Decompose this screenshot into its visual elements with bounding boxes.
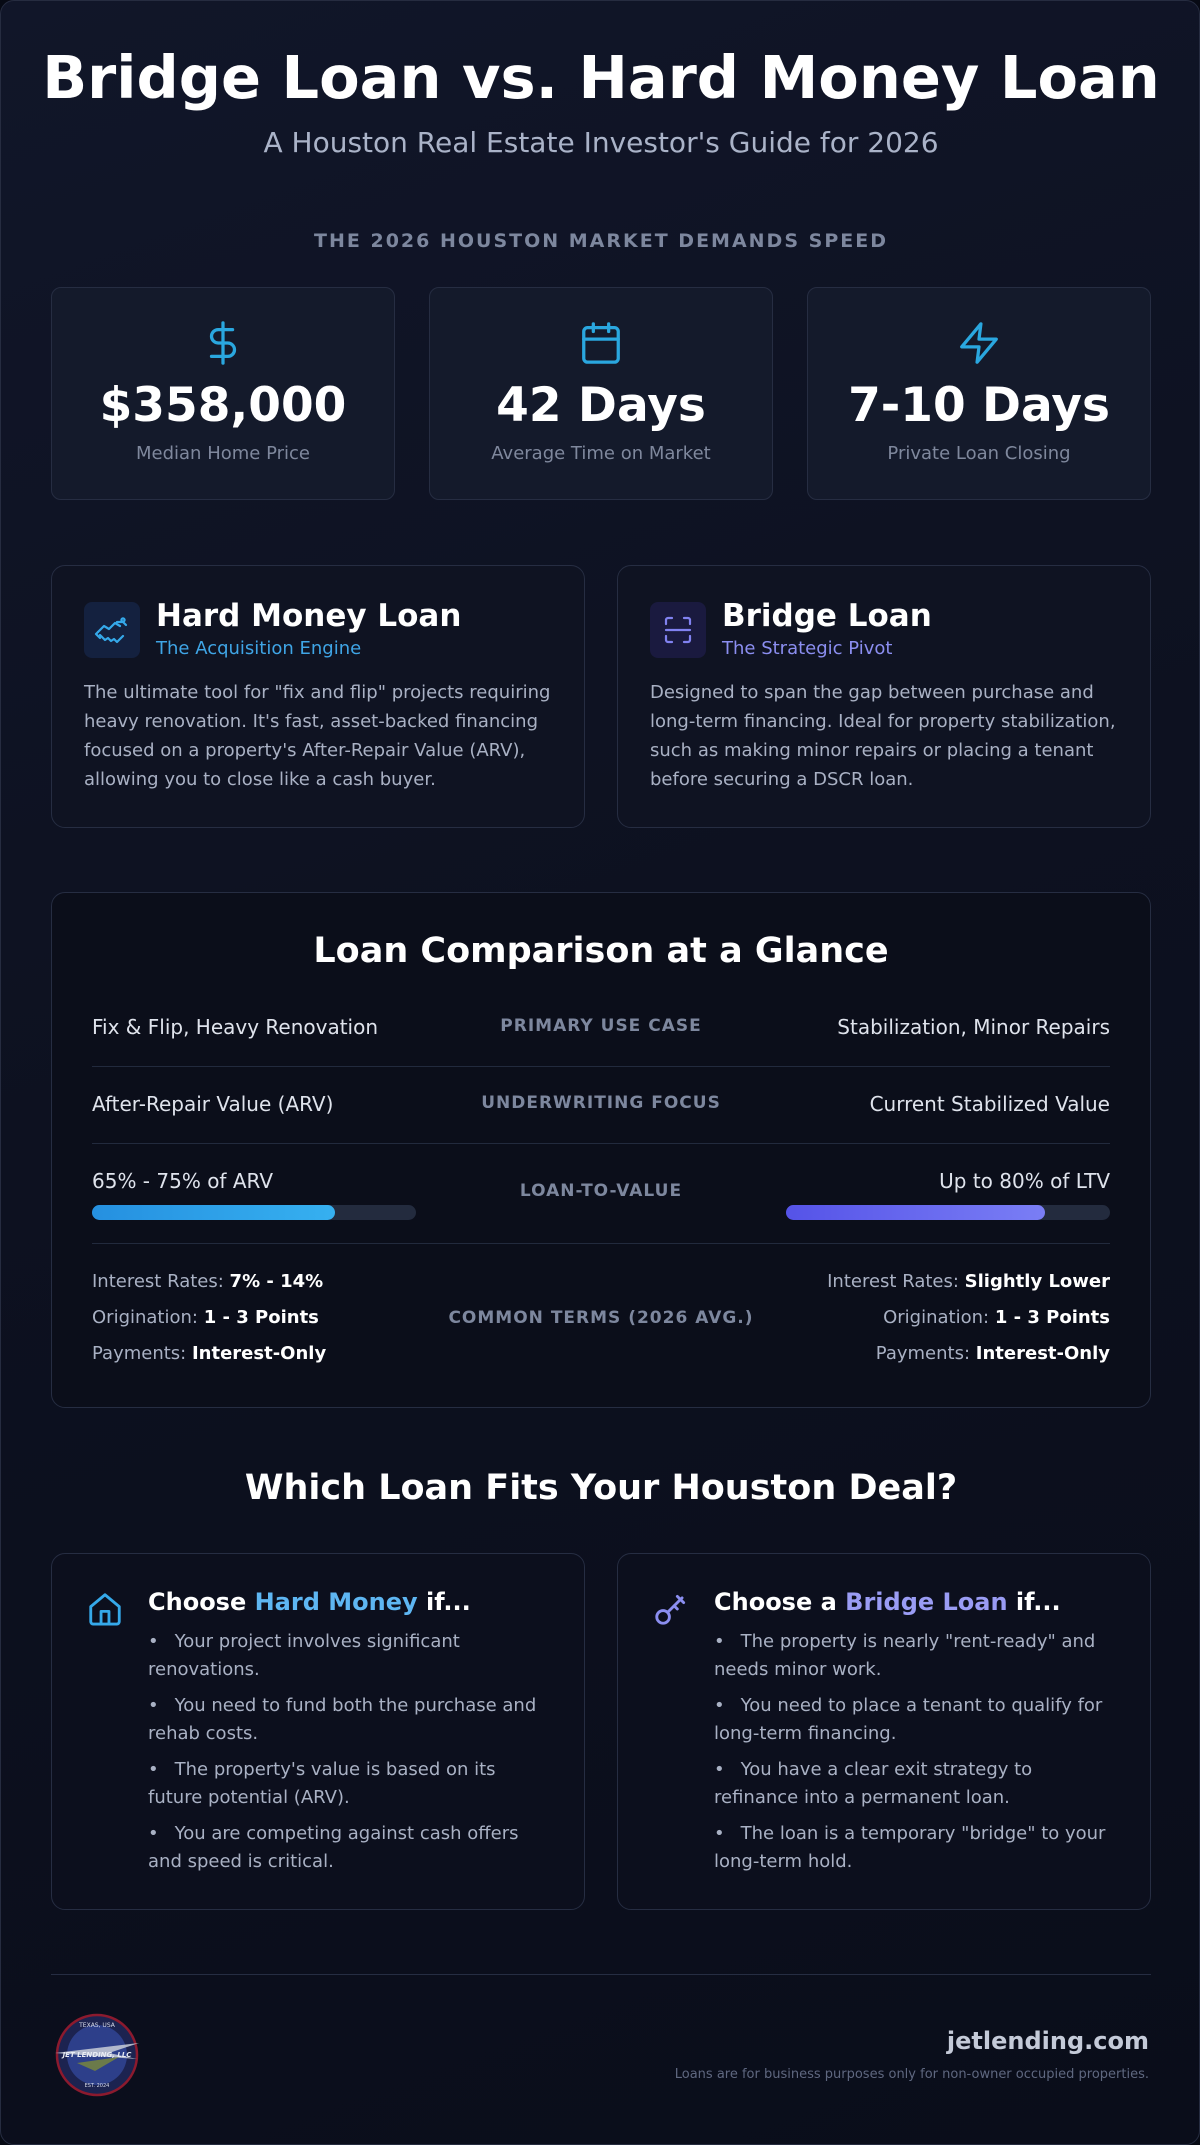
hard-money-criteria-list [148,1628,544,1884]
bridge-value: Stabilization, Minor Repairs [837,1015,1110,1039]
lightning-icon [956,320,1002,366]
stat-label: Average Time on Market [491,443,711,464]
stat-label: Private Loan Closing [887,443,1071,464]
row-label: UNDERWRITING FOCUS [481,1093,721,1113]
list-item: • The property is nearly "rent-ready" and needs minor work. [714,1628,1110,1684]
comparison-card [51,892,1151,1408]
bridge-term-payments: Payments: Interest-Only [875,1343,1110,1364]
choose-bridge-loan-card [617,1553,1151,1910]
stat-value: $358,000 [99,378,347,433]
list-item: • You have a clear exit strategy to refinance into a permanent loan. [714,1756,1110,1812]
svg-text:EST. 2024: EST. 2024 [84,2083,110,2089]
hard-money-value: Fix & Flip, Heavy Renovation [92,1015,379,1039]
stat-value: 42 Days [496,378,706,433]
market-kicker: THE 2026 HOUSTON MARKET DEMANDS SPEED [314,230,888,252]
hard-money-ltv-bar [92,1205,416,1220]
handshake-icon [84,602,140,658]
svg-text:JET LENDING, LLC: JET LENDING, LLC [62,2051,132,2059]
hard-money-term-payments: Payments: Interest-Only [92,1343,327,1364]
choose-hard-money-heading: Choose Hard Money if... [148,1588,471,1616]
bridge-term-rate: Interest Rates: Slightly Lower [827,1271,1110,1292]
stat-value: 7-10 Days [848,378,1110,433]
hard-money-card [51,565,585,828]
website-link[interactable]: jetlending.com [946,2027,1149,2055]
footer-divider [51,1974,1151,1975]
hard-money-description: The ultimate tool for "fix and flip" projects requiring heavy renovation. It's fast, asset-backed financing focused on a property's After-Repair Value (ARV), allowing you to close like a cash buyer. [84,682,551,790]
row-divider [92,1143,1110,1144]
company-logo [49,2013,145,2097]
list-item: • The property's value is based on its future potential (ARV). [148,1756,544,1812]
stat-card-loan-closing [807,287,1151,500]
stat-card-time-on-market [429,287,773,500]
bridge-value: Current Stabilized Value [869,1092,1110,1116]
hard-money-ltv-text: 65% - 75% of ARV [92,1169,273,1193]
row-label: COMMON TERMS (2026 AVG.) [448,1308,754,1328]
bridge-loan-card [617,565,1151,828]
list-item: • You are competing against cash offers and speed is critical. [148,1820,544,1876]
hard-money-term-origination: Origination: 1 - 3 Points [92,1307,319,1328]
hard-money-value: After-Repair Value (ARV) [92,1092,334,1116]
bridge-ltv-fill [786,1205,1045,1220]
key-icon [652,1590,690,1628]
hard-money-term-rate: Interest Rates: 7% - 14% [92,1271,324,1292]
row-label: LOAN-TO-VALUE [519,1181,683,1201]
scan-icon [650,602,706,658]
row-divider [92,1066,1110,1067]
list-item: • Your project involves significant renovations. [148,1628,544,1684]
home-icon [86,1590,124,1628]
page-subtitle: A Houston Real Estate Investor's Guide for 2026 [263,126,939,159]
bridge-criteria-list [714,1628,1110,1884]
svg-text:TEXAS, USA: TEXAS, USA [79,2022,115,2029]
dollar-icon [200,320,246,366]
hard-money-tagline: The Acquisition Engine [156,638,362,659]
bridge-loan-description: Designed to span the gap between purchase and long-term financing. Ideal for property stabilization, such as making minor repairs or placing a tenant before securing a DSCR loan. [650,682,1116,790]
disclaimer-text: Loans are for business purposes only for non-owner occupied properties. [674,2067,1149,2082]
stat-label: Median Home Price [136,443,310,464]
bridge-ltv-text: Up to 80% of LTV [939,1169,1110,1193]
bridge-loan-title: Bridge Loan [722,598,932,634]
hard-money-title: Hard Money Loan [156,598,462,634]
bridge-loan-tagline: The Strategic Pivot [722,638,893,659]
row-label: PRIMARY USE CASE [500,1016,702,1036]
choose-hard-money-card [51,1553,585,1910]
page-title: Bridge Loan vs. Hard Money Loan [42,43,1160,112]
row-divider [92,1243,1110,1244]
list-item: • You need to place a tenant to qualify for long-term financing. [714,1692,1110,1748]
list-item: • The loan is a temporary "bridge" to your long-term hold. [714,1820,1110,1876]
list-item: • You need to fund both the purchase and rehab costs. [148,1692,544,1748]
hard-money-ltv-fill [92,1205,335,1220]
bridge-term-origination: Origination: 1 - 3 Points [883,1307,1110,1328]
stat-card-median-price [51,287,395,500]
bridge-ltv-bar [786,1205,1110,1220]
fit-section-title: Which Loan Fits Your Houston Deal? [244,1468,958,1508]
calendar-icon [578,320,624,366]
choose-bridge-loan-heading: Choose a Bridge Loan if... [714,1588,1061,1616]
comparison-title: Loan Comparison at a Glance [313,931,889,971]
